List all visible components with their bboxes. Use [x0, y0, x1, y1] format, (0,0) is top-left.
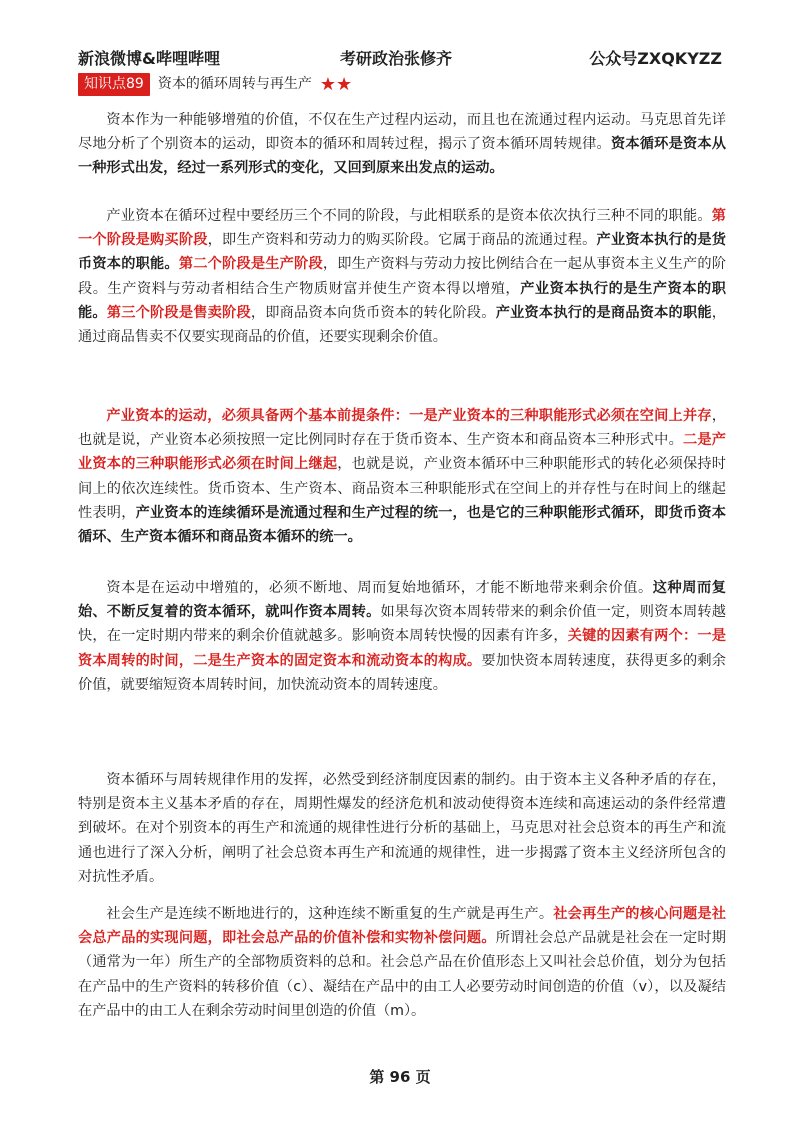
- body-text: ，也就是说，产业资本循环中三种职能形式的转化必须保持时间上的依次连续性。货币资本、生产资本、商品资本三种职能形式在空间上的并存性与在时间上的继起性表明，: [78, 456, 726, 521]
- page-header: [78, 46, 722, 68]
- paragraph-economic-system-constraints: [78, 768, 726, 889]
- knowledge-point-heading: [78, 72, 352, 96]
- paragraph-social-reproduction: [78, 902, 726, 1023]
- body-text: ，即生产资料与劳动力按比例结合在一起从事资本主义生产的阶段。生产资料与劳动者相结合生产物质财富并使生产资本得以增殖，: [78, 256, 726, 297]
- emphasis-bold-text: 这种周而复始、不断反复着的资本循环，就叫作资本周转。: [78, 580, 726, 621]
- body-text: ，也就是说，产业资本必须按照一定比例同时存在于货币资本、生产资本和商品资本三种形式中。: [78, 408, 726, 449]
- paragraph-premise-conditions: [78, 404, 726, 549]
- body-text: ，即生产资料和劳动力的购买阶段。它属于商品的流通过程。: [207, 232, 597, 249]
- body-text: 资本是在运动中增殖的，必须不断地、周而复始地循环，才能不断地带来剩余价值。: [106, 580, 653, 596]
- emphasis-red-text: 第二个阶段是生产阶段: [178, 256, 323, 273]
- body-text: 产业资本在循环过程中要经历三个不同的阶段，与此相联系的是资本依次执行三种不同的职能。: [106, 208, 712, 224]
- star-rating-icon: ★★: [319, 73, 353, 95]
- emphasis-bold-text: 资本循环是资本从一种形式出发，经过一系列形式的变化，又回到原来出发点的运动。: [78, 136, 726, 177]
- body-text: 资本循环与周转规律作用的发挥，必然受到经济制度因素的制约。由于资本主义各种矛盾的存在，特别是资本主义基本矛盾的存在，周期性爆发的经济危机和波动使得资本连续和高速运动的条件经常遭到破坏。在对个别资本的再生产和流通的规律性进行分析的基础上，马克思对社会总资本的再生产和流通也进行了深入分析，阐明了社会总资本再生产和流通的规律性，进一步揭露了资本主义经济所包含的对抗性矛盾。: [78, 772, 726, 885]
- emphasis-red-text: 第一个阶段是购买阶段: [78, 208, 726, 249]
- emphasis-bold-text: 产业资本执行的是生产资本的职能。: [78, 280, 726, 321]
- emphasis-red-text: 第三个阶段是售卖阶段: [106, 304, 251, 321]
- paragraph-capital-turnover: [78, 576, 726, 697]
- emphasis-bold-text: 产业资本的连续循环是流通过程和生产过程的统一，也是它的三种职能形式循环，即货币资本循环、生产资本循环和商品资本循环的统一。: [78, 504, 726, 546]
- body-text: 社会生产是连续不断地进行的，这种连续不断重复的生产就是再生产。: [106, 906, 554, 922]
- body-text: ，即商品资本向货币资本的转化阶段。: [250, 304, 496, 321]
- body-text: 要加快资本周转速度，获得更多的剩余价值，就要缩短资本周转时间，加快流动资本的周转速度。: [78, 652, 726, 693]
- body-text: 所谓社会总产品就是社会在一定时期（通常为一年）所生产的全部物质资料的总和。社会总产品在价值形态上又叫社会总价值，划分为包括在产品中的生产资料的转移价值（c）、凝结在产品中的由工人必要劳动时间创造的价值（v），以及凝结在产品中的由工人在剩余劳动时间里创造的价值（m）。: [78, 930, 726, 1019]
- emphasis-bold-text: 产业资本执行的是商品资本的职能: [495, 304, 712, 321]
- emphasis-red-text: 产业资本的运动，必须具备两个基本前提条件：一是产业资本的三种职能形式必须在空间上并存: [106, 408, 712, 424]
- knowledge-point-title: 资本的循环周转与再生产: [157, 75, 312, 92]
- page-number: 第 96 页: [369, 1068, 431, 1086]
- paragraph-capital-movement: [78, 108, 726, 181]
- header-wechat-account: 公众号ZXQKYZZ: [589, 49, 722, 68]
- emphasis-bold-text: 产业资本执行的是货币资本的职能。: [78, 232, 726, 273]
- emphasis-red-text: 关键的因素有两个：一是资本周转的时间，二是生产资本的固定资本和流动资本的构成。: [78, 628, 726, 669]
- emphasis-red-text: 二是产业资本的三种职能形式必须在时间上继起: [78, 432, 726, 473]
- paragraph-three-stages: [78, 204, 726, 349]
- body-text: ，通过商品售卖不仅要实现商品的价值，还要实现剩余价值。: [78, 304, 726, 346]
- body-text: 资本作为一种能够增殖的价值，不仅在生产过程内运动，而且也在流通过程内运动。马克思首先详尽地分析了个别资本的运动，即资本的循环和周转过程，揭示了资本循环周转规律。: [78, 112, 726, 153]
- knowledge-point-tag: 知识点89: [78, 73, 150, 96]
- header-weibo-bilibili: 新浪微博&哔哩哔哩: [78, 49, 220, 68]
- header-author: 考研政治张修齐: [340, 49, 453, 68]
- body-text: 如果每次资本周转带来的剩余价值一定，则资本周转越快，在一定时期内带来的剩余价值就越多。影响资本周转快慢的因素有许多，: [78, 604, 726, 645]
- emphasis-red-text: 社会再生产的核心问题是社会总产品的实现问题，即社会总产品的价值补偿和实物补偿问题。: [78, 906, 726, 947]
